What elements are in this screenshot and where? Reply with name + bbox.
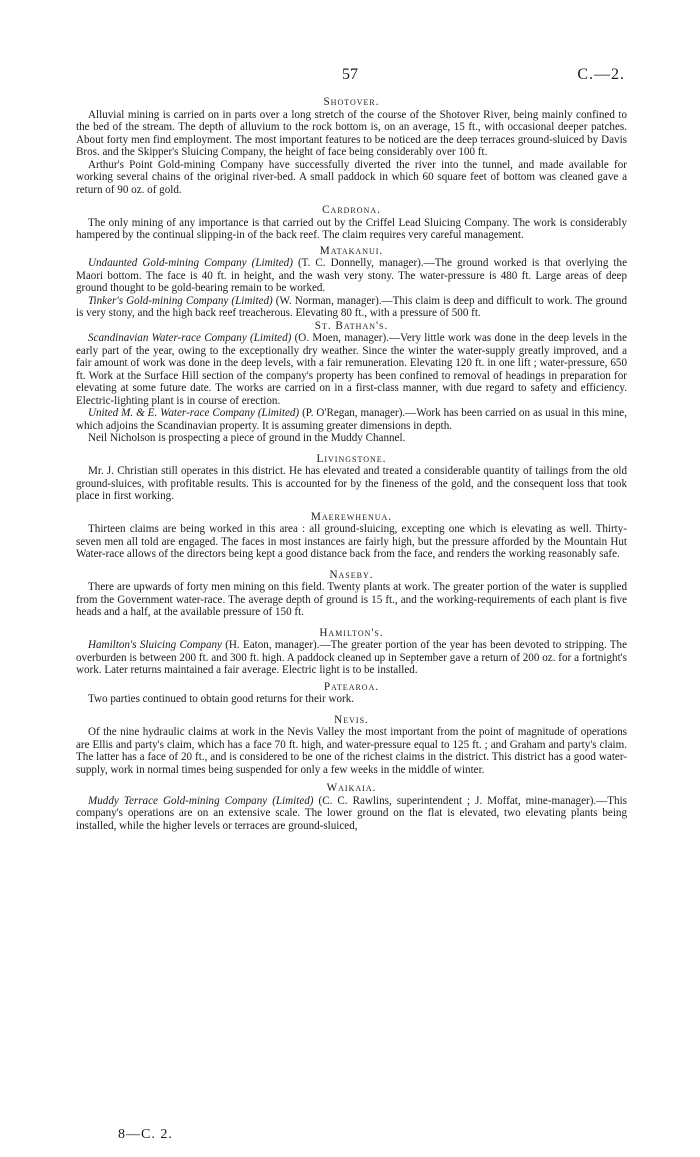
paragraph: Alluvial mining is carried on in parts over a long stretch of the course of the Shotover River, being mainly confined to the bed of the stream. The depth of alluvium to the rock bottom is, on an average, 15 ft., with occasional deeper patches. About forty men find employment. The most important features to be noticed are the deep terraces ground-sluiced by Davis Bros. and the Skipper's Sluicing Company, the height of face being considerably over 100 ft. (76, 108, 627, 158)
company-name: Undaunted Gold-mining Company (Limited) (88, 257, 293, 269)
company-name: Hamilton's Sluicing Company (88, 639, 222, 651)
section-heading-waikaia: Waikaia. (326, 782, 377, 794)
paragraph-text: (W. Norman, manager).—This claim is deep and difficult to work. The ground is very stony, and the high back reef treacherous. Elevating 80 ft., with a pressure of 500 ft. (76, 294, 628, 319)
paragraph: Neil Nicholson is prospecting a piece of ground in the Muddy Channel. (88, 432, 406, 444)
paragraph-text: (C. C. Rawlins, superintendent ; J. Moffat, mine-manager).—This company's operations are on an extensive scale. The lower ground on the flat is elevated, two elevating plants being installed, while the higher levels or terraces are ground-sluiced, (76, 794, 627, 832)
section-heading-naseby: Naseby. (329, 568, 374, 581)
section-heading-shotover: Shotover. (323, 96, 380, 108)
paragraph (76, 639, 627, 677)
section-heading-livingstone: Livingstone. (316, 452, 387, 465)
paragraph: Arthur's Point Gold-mining Company have successfully diverted the river into the tunnel, and made available for working several chains of the original river-bed. A small paddock in which 60 square feet of bottom was cleaned gave a return of 90 oz. of gold. (76, 158, 627, 196)
paragraph: Thirteen claims are being worked in this area : all ground-sluicing, excepting one which is elevating as well. Thirty-seven men all told are engaged. The faces in most instances are fairly high, but the pressure afforded by the Mountain Hut Water-race allows of the directors being kept a good distance back from the face, and renders the working reasonably safe. (76, 523, 627, 560)
paragraph: Two parties continued to obtain good returns for their work. (88, 693, 355, 705)
page-body (76, 96, 627, 832)
paragraph: Mr. J. Christian still operates in this district. He has elevated and treated a considerable quantity of tailings from the old ground-sluices, with profitable results. This is accounted for by the fineness of the gold, and the consequent loss that took place in first working. (76, 465, 627, 502)
paragraph: Of the nine hydraulic claims at work in the Nevis Valley the most important from the point of magnitude of operations are Ellis and party's claim, which has a face 70 ft. high, and water-pressure equal to 125 ft. ; and Graham and party's claim. The latter has a face of 20 ft., and is considered to be one of the richest claims in the district. This district has a good water-supply, work in normal times being suspended for only a few weeks in the middle of winter. (76, 726, 627, 776)
paragraph-text: (O. Moen, manager).—Very little work was done in the deep levels in the early part of the year, owing to the exceptionally dry weather. Since the winter the water-supply greatly improved, and a fair amount of work was done in the deep levels, with a fair remuneration. Elevating 120 ft. in one lift ; water-pressure, 650 ft. Work at the Surface Hill section of the company's property has been confined to removal of headings in preparation for elevating at some future date. The works are carried on in a first-class manner, with due regard to safety and efficiency. Electric-lighting plant is in course of erection. (76, 332, 627, 407)
paragraph: The only mining of any importance is that carried out by the Criffel Lead Sluicing Company. The work is considerably hampered by the continual slipping-in of the back reef. The claim requires very careful management. (76, 216, 627, 241)
paragraph-text: (H. Eaton, manager).—The greater portion of the year has been devoted to stripping. The overburden is between 200 ft. and 300 ft. high. A paddock cleaned up in September gave a return of 200 oz. for a fortnight's work. Later returns maintained a fair average. Electric light is to be installed. (76, 639, 628, 676)
section-heading-maerewhenua: Maerewhenua. (310, 510, 393, 523)
paragraph (76, 257, 627, 295)
company-name: United M. & E. Water-race Company (Limited) (88, 407, 300, 419)
section-heading-matakanui: Matakanui. (319, 244, 384, 257)
section-heading-patearoa: Patearoa. (323, 680, 380, 693)
page-number: 57 (342, 66, 358, 83)
paragraph (76, 795, 627, 833)
paragraph-text: (P. O'Regan, manager).—Work has been carried on as usual in this mine, which adjoins the Scandinavian property. It is assuming greater dimensions in depth. (76, 407, 627, 432)
section-heading-nevis: Nevis. (334, 713, 369, 726)
paragraph (76, 332, 627, 407)
company-name: Muddy Terrace Gold-mining Company (Limited) (88, 794, 314, 807)
paragraph-text: (T. C. Donnelly, manager).—The ground worked is that overlying the Maori bottom. The face is 40 ft. in height, and the wash very stony. The water-pressure is 480 ft. Large areas of deep ground thought to be gold-bearing remain to be worked. (76, 257, 627, 294)
company-name: Scandinavian Water-race Company (Limited) (88, 332, 292, 344)
section-heading-st-bathans: St. Bathan's. (314, 319, 389, 332)
paragraph (76, 407, 627, 432)
paragraph (76, 295, 627, 320)
paragraph: There are upwards of forty men mining on this field. Twenty plants at work. The greater portion of the water is supplied from the Government water-race. The average depth of ground is 15 ft., and the working-requirements of each plant is five heads and a half, at the available pressure of 150 ft. (76, 581, 627, 618)
company-name: Tinker's Gold-mining Company (Limited) (88, 294, 273, 307)
section-heading-hamiltons: Hamilton's. (319, 626, 384, 639)
document-code: C.—2. (577, 66, 625, 83)
footer-signature: 8—C. 2. (118, 1127, 173, 1142)
section-heading-cardrona: Cardrona. (322, 204, 381, 216)
